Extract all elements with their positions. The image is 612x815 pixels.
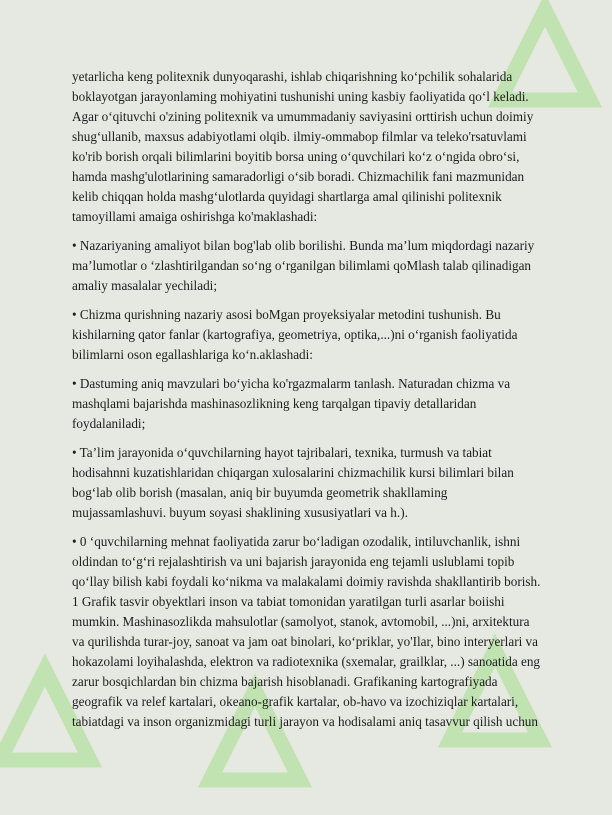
bullet-paragraph: • Ta’lim jarayonida o‘quvchilarning hayot tajribalari, texnika, turmush va tabiat hodisahnni kuzatishlaridan chiqargan xulosalarini chizmachilik kursi bilimlari bilan bog‘lab olib borish (masalan, aniq bir buyumda geometrik shakllaming mujassamlashuvi. buyum soyasi shaklining xususiyatlari va h.). xyxy=(72,445,514,520)
paragraph: yetarlicha keng politexnik dunyoqarashi, ishlab chiqarishning ko‘pchilik sohalarida boklayotgan jarayonlaming mohiyatini tushunishi uning kasbiy faoliyatida qo‘l keladi. Agar o‘qituvchi o'zining politexnik va umummadaniy saviyasini orttirish uchun doimiy shug‘ullanib, maxsus adabiyotlami olqib. ilmiy-ommabop filmlar va teleko'rsatuvlami ko'rib borish orqali bilimlarini boyitib borsa uning o‘quvchilari ko‘z o‘ngida obro‘si, hamda mashg'ulotlarining samaradorligi o‘sib boradi. Chizmachilik fani mazmunidan kelib chiqqan holda mashg‘ulotlarda quyidagi shartlarga amal qilinishi politexnik tamoyillami amaiga oshirishga ko'maklashadi: xyxy=(72,69,534,224)
bullet-paragraph: • 0 ‘quvchilarning mehnat faoliyatida zarur bo‘ladigan ozodalik, intiluvchanlik, ishni oldindan to‘g‘ri rejalashtirish va uni bajarish jarayonida eng tejamli uslublami topib qo‘llay bilish kabi foydali ko‘nikma va malakalami doimiy ravishda shakllantirib borish. 1 Grafik tasvir obyektlari inson va tabiat tomonidan yaratilgan turli asarlar boiishi mumkin. Mashinasozlikda mahsulotlar (samolyot, stanok, avtomobil, ...)ni, arxitektura va qurilishda turar-joy, sanoat va jam oat binolari, ko‘priklar, yo'Ilar, bino interyerlari va hokazolami loyihalashda, elektron va radiotexnika (sxemalar, grailklar, ...) sanoatida eng zarur bosqichlardan bin chizma bajarish hisoblanadi. Grafikaning kartografiyada geografik va relef kartalari, okeano-grafik kartalar, ob-havo va izochiziqlar kartalari, tabiatdagi va inson organizmidagi turli jarayon va hodisalami aniq tasavvur qilish uchun xyxy=(72,534,541,729)
bullet-paragraph: • Chizma qurishning nazariy asosi boMgan proyeksiyalar metodini tushunish. Bu kishilarning qator fanlar (kartografiya, geometriya, optika,...)ni o‘rganish faoliyatida bilimlarni oson egallashlariga ko‘n.aklashadi: xyxy=(72,307,518,362)
bullet-paragraph: • Nazariyaning amaliyot bilan bog'lab olib borilishi. Bunda ma’lum miqdordagi nazariy ma’lumotlar o ‘zlashtirilgandan so‘ng o‘rganilgan bilimlami qoMlash talab qilinadigan amaliy masalalar yechiladi; xyxy=(72,238,535,293)
document-body xyxy=(72,67,542,741)
bullet-paragraph: • Dastuming aniq mavzulari bo‘yicha ko'rgazmalarm tanlash. Naturadan chizma va mashqlami bajarishda mashinasozlikning keng tarqalgan tipaviy detallaridan foydalaniladi; xyxy=(72,376,511,431)
